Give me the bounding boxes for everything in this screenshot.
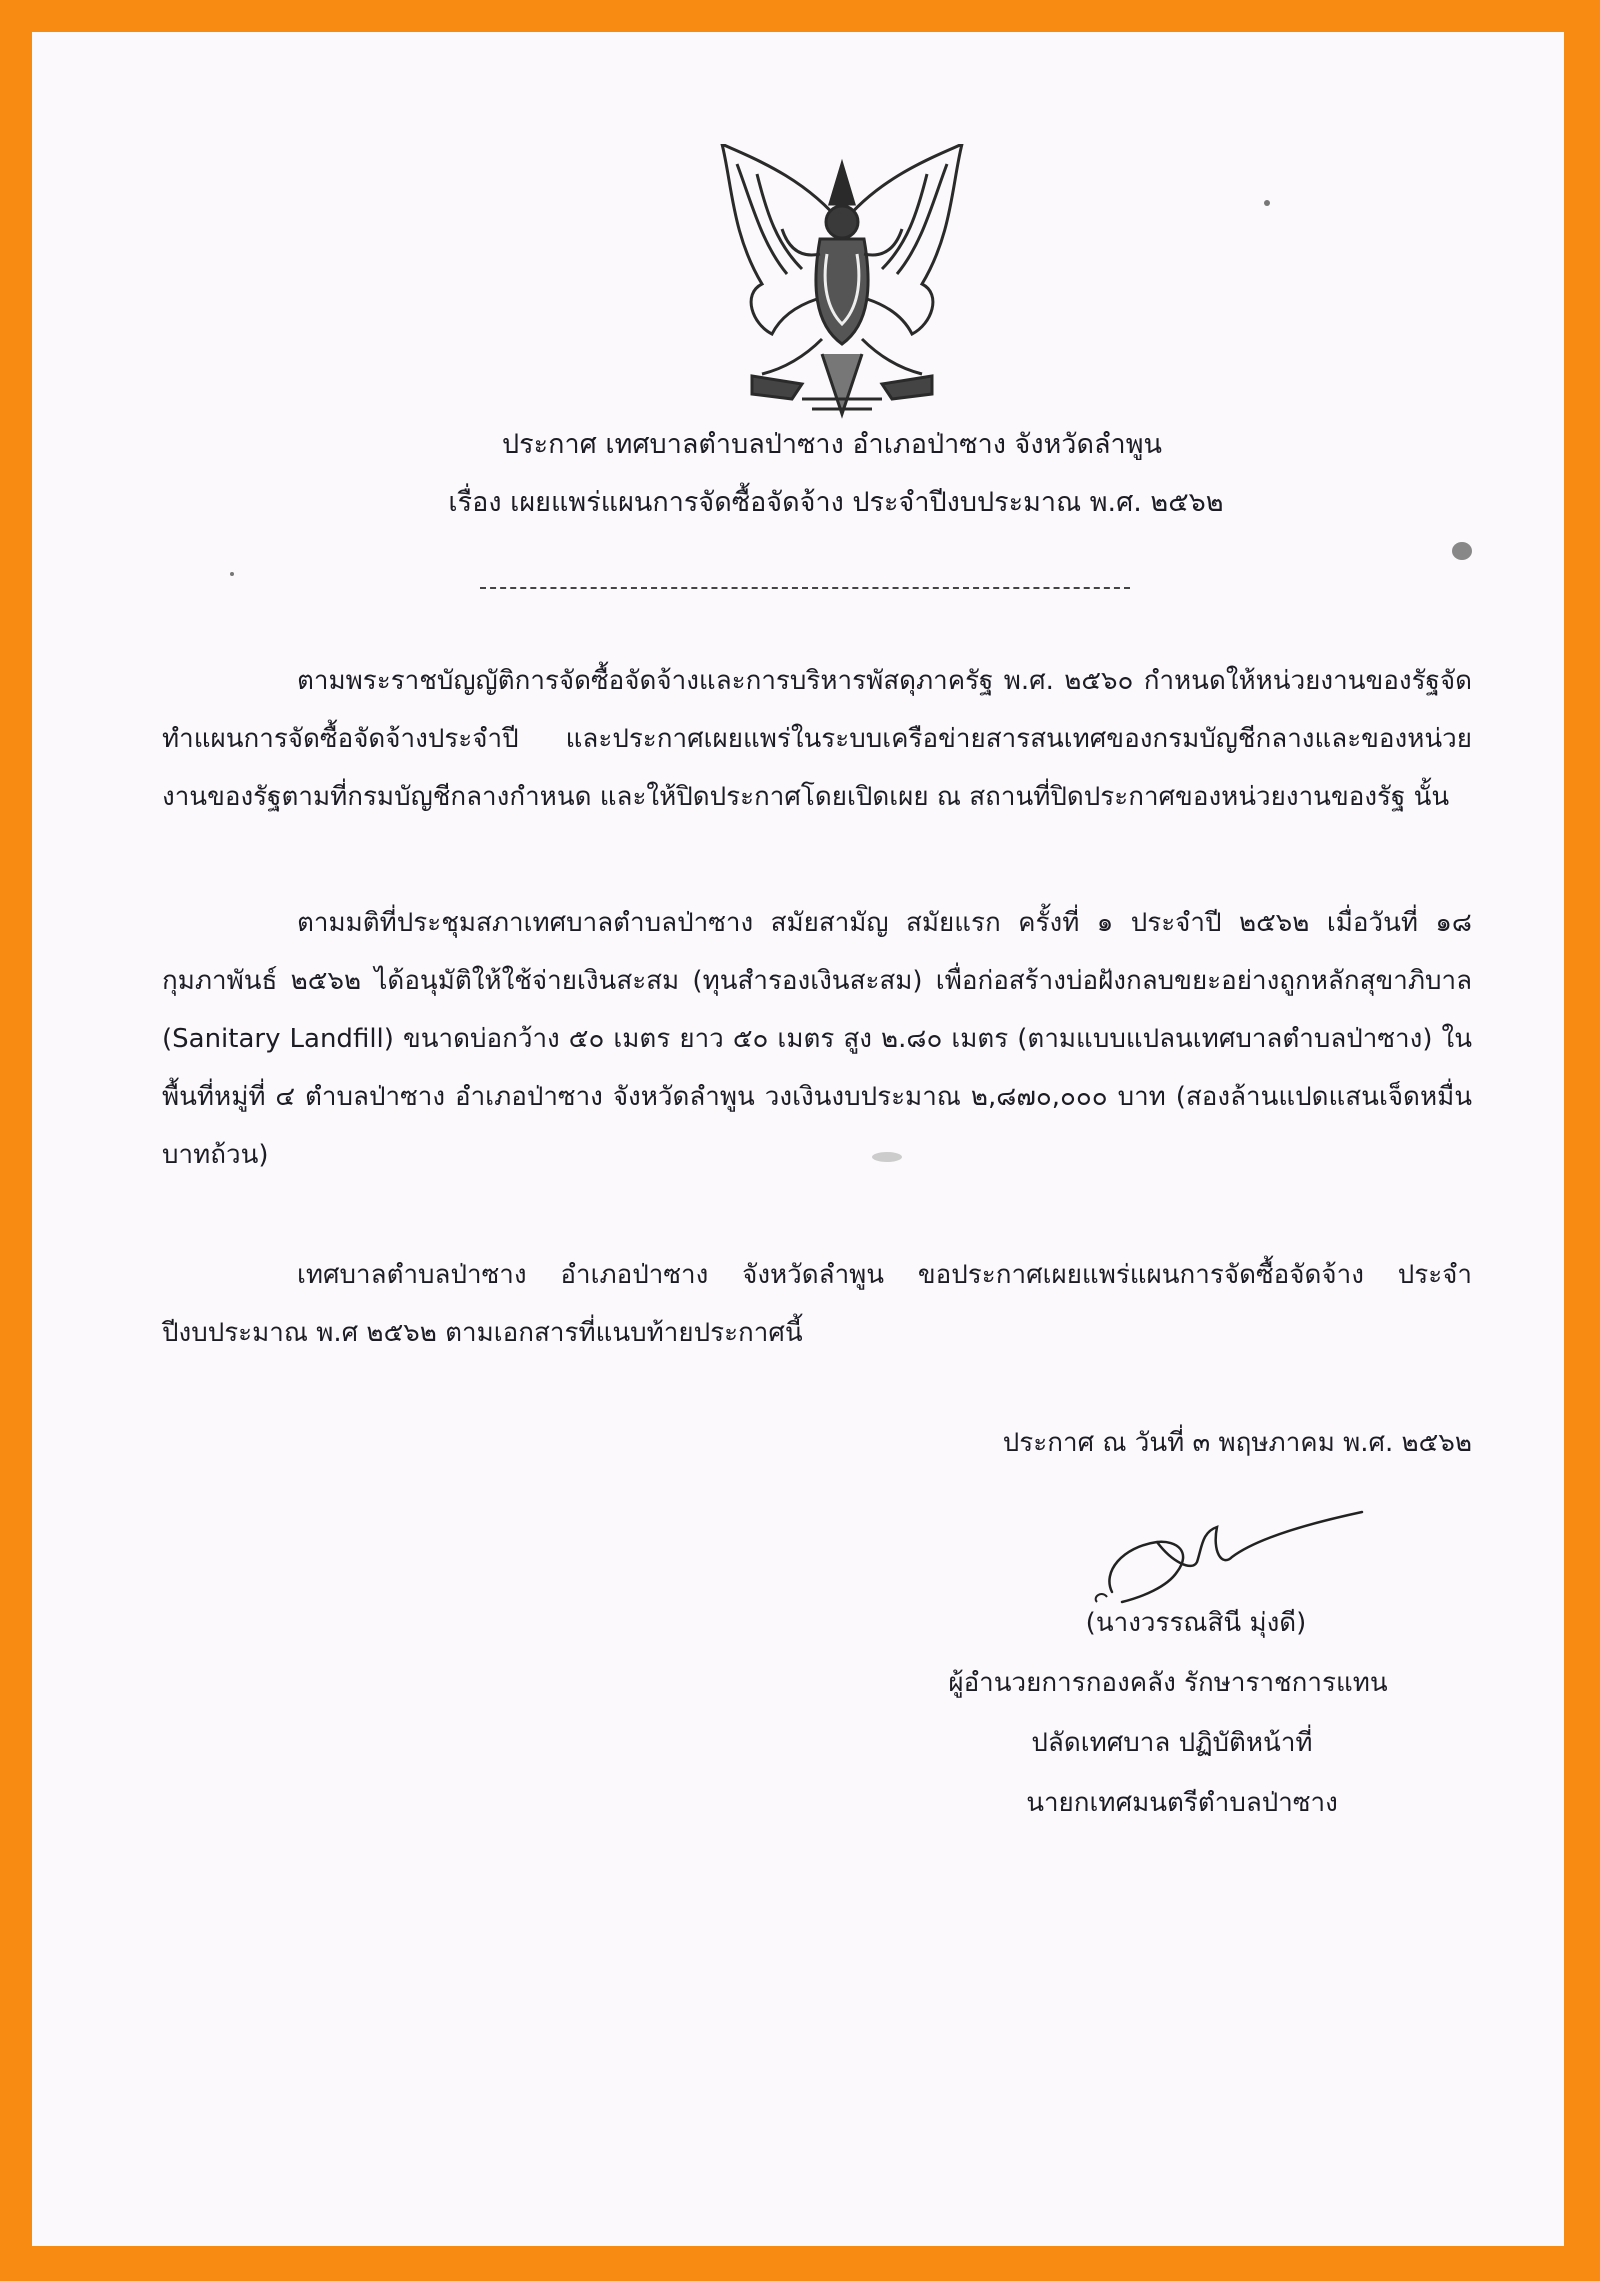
scan-speck [1264, 200, 1270, 206]
announcement-subject: เรื่อง เผยแพร่แผนการจัดซื้อจัดจ้าง ประจำปีงบประมาณ พ.ศ. ๒๕๖๒ [448, 487, 1224, 518]
body-paragraph-1: ตามพระราชบัญญัติการจัดซื้อจัดจ้างและการบริหารพัสดุภาครัฐ พ.ศ. ๒๕๖๐ กำหนดให้หน่วยงานของรัฐจัดทำแผนการจัดซื้อจัดจ้างประจำปี และประกาศเผยแพร่ในระบบเครือข่ายสารสนเทศของกรมบัญชีกลางและของหน่วยงานของรัฐตามที่กรมบัญชีกลางกำหนด และให้ปิดประกาศโดยเปิดเผย ณ สถานที่ปิดประกาศของหน่วยงานของรัฐ นั้น [162, 666, 1472, 812]
signer-position-1: ผู้อำนวยการกองคลัง รักษาราชการแทน [948, 1668, 1388, 1698]
scan-speck [872, 1152, 902, 1162]
divider [480, 587, 1130, 589]
document-page [32, 32, 1564, 2246]
announcement-title: ประกาศ เทศบาลตำบลป่าซาง อำเภอป่าซาง จังหวัดลำพูน [502, 429, 1162, 460]
garuda-emblem-icon [702, 144, 982, 422]
signer-position-2: ปลัดเทศบาล ปฏิบัติหน้าที่ [1031, 1728, 1313, 1758]
signer-position-3: นายกเทศมนตรีตำบลป่าซาง [1026, 1788, 1338, 1818]
scan-speck [1452, 542, 1472, 560]
scan-speck [230, 572, 234, 576]
signer-name: (นางวรรณสินี มุ่งดี) [1085, 1608, 1307, 1638]
body-paragraph-3: เทศบาลตำบลป่าซาง อำเภอป่าซาง จังหวัดลำพูน ขอประกาศเผยแพร่แผนการจัดซื้อจัดจ้าง ประจำปีงบประมาณ พ.ศ ๒๕๖๒ ตามเอกสารที่แนบท้ายประกาศนี้ [162, 1260, 1472, 1348]
body-paragraph-2: ตามมติที่ประชุมสภาเทศบาลตำบลป่าซาง สมัยสามัญ สมัยแรก ครั้งที่ ๑ ประจำปี ๒๕๖๒ เมื่อวันที่ ๑๘ กุมภาพันธ์ ๒๕๖๒ ได้อนุมัติให้ใช้จ่ายเงินสะสม (ทุนสำรองเงินสะสม) เพื่อก่อสร้างบ่อฝังกลบขยะอย่างถูกหลักสุขาภิบาล (Sanitary Landfill) ขนาดบ่อกว้าง ๕๐ เมตร ยาว ๕๐ เมตร สูง ๒.๘๐ เมตร (ตามแบบแปลนเทศบาลตำบลป่าซาง) ในพื้นที่หมู่ที่ ๔ ตำบลป่าซาง อำเภอป่าซาง จังหวัดลำพูน วงเงินงบประมาณ ๒,๘๗๐,๐๐๐ บาท (สองล้านแปดแสนเจ็ดหมื่นบาทถ้วน) [162, 908, 1472, 1170]
announcement-date: ประกาศ ณ วันที่ ๓ พฤษภาคม พ.ศ. ๒๕๖๒ [1002, 1428, 1472, 1458]
